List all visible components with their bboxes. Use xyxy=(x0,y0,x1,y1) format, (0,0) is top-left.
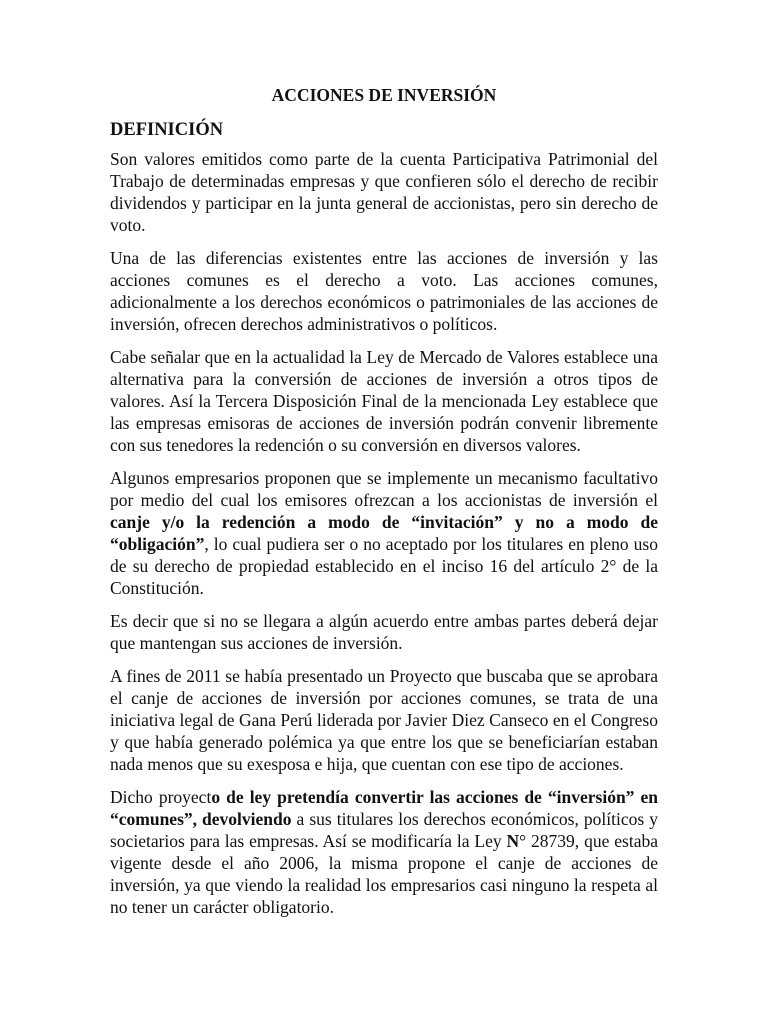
paragraph-7-text-c: a sus titulares los derechos económicos, políticos y societarios para las empresas. Así se modificaría la Ley xyxy=(110,809,658,851)
document-title: ACCIONES DE INVERSIÓN xyxy=(271,85,497,105)
paragraph-3: Cabe señalar que en la actualidad la Ley de Mercado de Valores establece una alternativa para la conversión de acciones de inversión a otros tipos de valores. Así la Tercera Disposición Final de la mencionada Ley establece que las empresas emisoras de acciones de inversión podrán convenir libremente con sus tenedores la redención o su conversión en diversos valores. xyxy=(110,347,658,455)
paragraph-6: A fines de 2011 se había presentado un Proyecto que buscaba que se aprobara el canje de acciones de inversión por acciones comunes, se trata de una iniciativa legal de Gana Perú liderada por Javier Diez Canseco en el Congreso y que había generado polémica ya que entre los que se beneficiarían estaban nada menos que su exesposa e hija, que cuentan con ese tipo de acciones. xyxy=(110,666,658,774)
paragraph-4-bold: canje y/o la redención a modo de “invitación” y no a modo de “obligación” xyxy=(110,512,658,554)
paragraph-5: Es decir que si no se llegara a algún acuerdo entre ambas partes deberá dejar que mantengan sus acciones de inversión. xyxy=(110,611,658,653)
paragraph-7-bold-n: N xyxy=(506,831,520,851)
paragraph-4 xyxy=(110,467,658,599)
paragraph-1: Son valores emitidos como parte de la cuenta Participativa Patrimonial del Trabajo de determinadas empresas y que confieren sólo el derecho de recibir dividendos y participar en la junta general de accionistas, pero sin derecho de voto. xyxy=(110,149,658,235)
section-heading: DEFINICIÓN xyxy=(110,120,224,140)
paragraph-4-text-a: Algunos empresarios proponen que se implemente un mecanismo facultativo por medio del cual los emisores ofrezcan a los accionistas de inversión el xyxy=(110,468,658,510)
paragraph-7-text-e: ° 28739, que estaba vigente desde el año 2006, la misma propone el canje de acciones de inversión, ya que viendo la realidad los empresarios casi ninguno la respeta al no tener un carácter obligatorio. xyxy=(110,831,658,917)
paragraph-2: Una de las diferencias existentes entre las acciones de inversión y las acciones comunes es el derecho a voto. Las acciones comunes, adicionalmente a los derechos económicos o patrimoniales de las acciones de inversión, ofrecen derechos administrativos o políticos. xyxy=(110,248,658,334)
paragraph-7-bold: o de ley pretendía convertir las acciones de “inversión” en “comunes”, devolviendo xyxy=(110,787,658,829)
paragraph-7-text-a: Dicho proyect xyxy=(110,787,212,807)
paragraph-7 xyxy=(110,786,658,918)
paragraph-4-text-c: , lo cual pudiera ser o no aceptado por los titulares en pleno uso de su derecho de propiedad establecido en el inciso 16 del artículo 2° de la Constitución. xyxy=(110,534,658,598)
